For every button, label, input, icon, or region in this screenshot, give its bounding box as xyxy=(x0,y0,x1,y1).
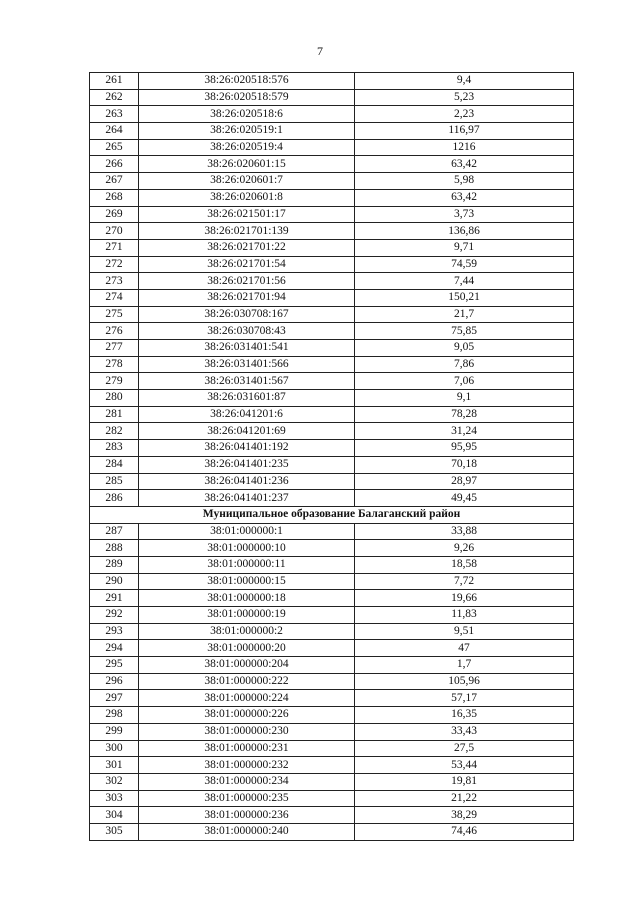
table-row xyxy=(90,189,574,206)
row-number-cell: 274 xyxy=(90,289,139,306)
table-row xyxy=(90,573,574,590)
cadastral-number-cell: 38:01:000000:15 xyxy=(139,573,355,590)
row-number-cell: 275 xyxy=(90,306,139,323)
row-number-cell: 262 xyxy=(90,89,139,106)
cadastral-number-cell: 38:26:021701:94 xyxy=(139,289,355,306)
row-number-cell: 281 xyxy=(90,406,139,423)
section-b-header xyxy=(90,506,574,523)
row-number-cell: 285 xyxy=(90,473,139,490)
area-value-cell: 9,1 xyxy=(355,390,574,407)
cadastral-number-cell: 38:26:041201:6 xyxy=(139,406,355,423)
cadastral-number-cell: 38:01:000000:204 xyxy=(139,657,355,674)
table-row xyxy=(90,173,574,190)
table-row xyxy=(90,440,574,457)
area-value-cell: 33,88 xyxy=(355,523,574,540)
cadastral-number-cell: 38:26:021701:54 xyxy=(139,256,355,273)
table-row xyxy=(90,323,574,340)
cadastral-number-cell: 38:01:000000:2 xyxy=(139,623,355,640)
row-number-cell: 289 xyxy=(90,556,139,573)
row-number-cell: 298 xyxy=(90,707,139,724)
cadastral-number-cell: 38:01:000000:234 xyxy=(139,773,355,790)
section-a-body xyxy=(90,73,574,507)
table-row xyxy=(90,807,574,824)
area-value-cell: 28,97 xyxy=(355,473,574,490)
cadastral-number-cell: 38:01:000000:231 xyxy=(139,740,355,757)
row-number-cell: 261 xyxy=(90,73,139,90)
table-row xyxy=(90,490,574,507)
row-number-cell: 270 xyxy=(90,223,139,240)
cadastral-number-cell: 38:26:030708:43 xyxy=(139,323,355,340)
row-number-cell: 266 xyxy=(90,156,139,173)
table-row xyxy=(90,757,574,774)
table-row xyxy=(90,306,574,323)
area-value-cell: 9,26 xyxy=(355,540,574,557)
row-number-cell: 287 xyxy=(90,523,139,540)
area-value-cell: 3,73 xyxy=(355,206,574,223)
cadastral-number-cell: 38:26:020518:579 xyxy=(139,89,355,106)
row-number-cell: 280 xyxy=(90,390,139,407)
cadastral-number-cell: 38:01:000000:240 xyxy=(139,823,355,840)
cadastral-number-cell: 38:01:000000:226 xyxy=(139,707,355,724)
cadastral-number-cell: 38:01:000000:235 xyxy=(139,790,355,807)
row-number-cell: 282 xyxy=(90,423,139,440)
cadastral-number-cell: 38:26:031401:566 xyxy=(139,356,355,373)
section-title: Муниципальное образование Балаганский район xyxy=(90,506,574,523)
cadastral-number-cell: 38:01:000000:18 xyxy=(139,590,355,607)
area-value-cell: 9,05 xyxy=(355,340,574,357)
row-number-cell: 288 xyxy=(90,540,139,557)
cadastral-number-cell: 38:01:000000:232 xyxy=(139,757,355,774)
area-value-cell: 150,21 xyxy=(355,289,574,306)
cadastral-number-cell: 38:26:021501:17 xyxy=(139,206,355,223)
cadastral-number-cell: 38:01:000000:1 xyxy=(139,523,355,540)
area-value-cell: 74,59 xyxy=(355,256,574,273)
area-value-cell: 38,29 xyxy=(355,807,574,824)
table-row xyxy=(90,823,574,840)
area-value-cell: 33,43 xyxy=(355,723,574,740)
area-value-cell: 19,66 xyxy=(355,590,574,607)
cadastral-number-cell: 38:26:020519:4 xyxy=(139,139,355,156)
row-number-cell: 297 xyxy=(90,690,139,707)
row-number-cell: 300 xyxy=(90,740,139,757)
row-number-cell: 302 xyxy=(90,773,139,790)
area-value-cell: 47 xyxy=(355,640,574,657)
row-number-cell: 294 xyxy=(90,640,139,657)
cadastral-number-cell: 38:01:000000:11 xyxy=(139,556,355,573)
area-value-cell: 136,86 xyxy=(355,223,574,240)
row-number-cell: 273 xyxy=(90,273,139,290)
cadastral-number-cell: 38:26:041401:236 xyxy=(139,473,355,490)
row-number-cell: 268 xyxy=(90,189,139,206)
table-row xyxy=(90,273,574,290)
table-row xyxy=(90,540,574,557)
table-row xyxy=(90,556,574,573)
table-row xyxy=(90,707,574,724)
cadastral-number-cell: 38:26:030708:167 xyxy=(139,306,355,323)
row-number-cell: 277 xyxy=(90,340,139,357)
table-row xyxy=(90,89,574,106)
cadastral-number-cell: 38:26:020601:7 xyxy=(139,173,355,190)
row-number-cell: 269 xyxy=(90,206,139,223)
area-value-cell: 7,06 xyxy=(355,373,574,390)
table-row xyxy=(90,256,574,273)
area-value-cell: 16,35 xyxy=(355,707,574,724)
cadastral-number-cell: 38:26:031401:567 xyxy=(139,373,355,390)
area-value-cell: 63,42 xyxy=(355,156,574,173)
area-value-cell: 18,58 xyxy=(355,556,574,573)
cadastral-number-cell: 38:01:000000:236 xyxy=(139,807,355,824)
row-number-cell: 290 xyxy=(90,573,139,590)
area-value-cell: 19,81 xyxy=(355,773,574,790)
table-row xyxy=(90,139,574,156)
table-row xyxy=(90,623,574,640)
cadastral-number-cell: 38:01:000000:230 xyxy=(139,723,355,740)
area-value-cell: 53,44 xyxy=(355,757,574,774)
area-value-cell: 9,4 xyxy=(355,73,574,90)
cadastral-number-cell: 38:26:041201:69 xyxy=(139,423,355,440)
area-value-cell: 116,97 xyxy=(355,123,574,140)
table-row xyxy=(90,790,574,807)
table-row xyxy=(90,73,574,90)
land-plot-table xyxy=(89,72,574,841)
row-number-cell: 305 xyxy=(90,823,139,840)
table-row xyxy=(90,740,574,757)
cadastral-number-cell: 38:26:041401:237 xyxy=(139,490,355,507)
page-number: 7 xyxy=(317,44,323,58)
row-number-cell: 279 xyxy=(90,373,139,390)
table-row xyxy=(90,723,574,740)
row-number-cell: 271 xyxy=(90,239,139,256)
cadastral-number-cell: 38:01:000000:10 xyxy=(139,540,355,557)
table-row xyxy=(90,356,574,373)
table-row xyxy=(90,673,574,690)
area-value-cell: 78,28 xyxy=(355,406,574,423)
row-number-cell: 272 xyxy=(90,256,139,273)
cadastral-number-cell: 38:01:000000:19 xyxy=(139,607,355,624)
row-number-cell: 283 xyxy=(90,440,139,457)
row-number-cell: 295 xyxy=(90,657,139,674)
table-row xyxy=(90,423,574,440)
area-value-cell: 9,71 xyxy=(355,239,574,256)
table-row xyxy=(90,640,574,657)
cadastral-number-cell: 38:01:000000:224 xyxy=(139,690,355,707)
cadastral-number-cell: 38:01:000000:222 xyxy=(139,673,355,690)
table-row xyxy=(90,340,574,357)
table-row xyxy=(90,473,574,490)
row-number-cell: 303 xyxy=(90,790,139,807)
cadastral-number-cell: 38:26:020519:1 xyxy=(139,123,355,140)
cadastral-number-cell: 38:26:031401:541 xyxy=(139,340,355,357)
cadastral-number-cell: 38:26:020518:6 xyxy=(139,106,355,123)
area-value-cell: 7,44 xyxy=(355,273,574,290)
row-number-cell: 276 xyxy=(90,323,139,340)
area-value-cell: 63,42 xyxy=(355,189,574,206)
table-row xyxy=(90,106,574,123)
area-value-cell: 11,83 xyxy=(355,607,574,624)
row-number-cell: 264 xyxy=(90,123,139,140)
cadastral-number-cell: 38:26:020601:8 xyxy=(139,189,355,206)
cadastral-number-cell: 38:26:021701:139 xyxy=(139,223,355,240)
row-number-cell: 291 xyxy=(90,590,139,607)
area-value-cell: 7,72 xyxy=(355,573,574,590)
cadastral-number-cell: 38:26:041401:192 xyxy=(139,440,355,457)
area-value-cell: 105,96 xyxy=(355,673,574,690)
table-row xyxy=(90,206,574,223)
cadastral-number-cell: 38:26:021701:22 xyxy=(139,239,355,256)
area-value-cell: 95,95 xyxy=(355,440,574,457)
section-b-body xyxy=(90,523,574,840)
row-number-cell: 304 xyxy=(90,807,139,824)
cadastral-number-cell: 38:26:041401:235 xyxy=(139,456,355,473)
table-row xyxy=(90,773,574,790)
table-row xyxy=(90,607,574,624)
area-value-cell: 70,18 xyxy=(355,456,574,473)
area-value-cell: 21,22 xyxy=(355,790,574,807)
row-number-cell: 296 xyxy=(90,673,139,690)
row-number-cell: 284 xyxy=(90,456,139,473)
table-row xyxy=(90,373,574,390)
table-row xyxy=(90,156,574,173)
area-value-cell: 31,24 xyxy=(355,423,574,440)
area-value-cell: 5,23 xyxy=(355,89,574,106)
table-row xyxy=(90,223,574,240)
area-value-cell: 5,98 xyxy=(355,173,574,190)
table-row xyxy=(90,390,574,407)
area-value-cell: 9,51 xyxy=(355,623,574,640)
row-number-cell: 286 xyxy=(90,490,139,507)
row-number-cell: 263 xyxy=(90,106,139,123)
area-value-cell: 7,86 xyxy=(355,356,574,373)
table-row xyxy=(90,690,574,707)
row-number-cell: 293 xyxy=(90,623,139,640)
area-value-cell: 27,5 xyxy=(355,740,574,757)
cadastral-number-cell: 38:01:000000:20 xyxy=(139,640,355,657)
table-row xyxy=(90,239,574,256)
cadastral-number-cell: 38:26:031601:87 xyxy=(139,390,355,407)
area-value-cell: 1216 xyxy=(355,139,574,156)
row-number-cell: 301 xyxy=(90,757,139,774)
row-number-cell: 278 xyxy=(90,356,139,373)
table-row xyxy=(90,590,574,607)
cadastral-number-cell: 38:26:020518:576 xyxy=(139,73,355,90)
table-row xyxy=(90,456,574,473)
table-row xyxy=(90,123,574,140)
table-row xyxy=(90,289,574,306)
area-value-cell: 21,7 xyxy=(355,306,574,323)
cadastral-number-cell: 38:26:020601:15 xyxy=(139,156,355,173)
area-value-cell: 74,46 xyxy=(355,823,574,840)
row-number-cell: 265 xyxy=(90,139,139,156)
area-value-cell: 2,23 xyxy=(355,106,574,123)
table-row xyxy=(90,657,574,674)
row-number-cell: 299 xyxy=(90,723,139,740)
area-value-cell: 1,7 xyxy=(355,657,574,674)
area-value-cell: 75,85 xyxy=(355,323,574,340)
table-row xyxy=(90,523,574,540)
cadastral-number-cell: 38:26:021701:56 xyxy=(139,273,355,290)
table-row xyxy=(90,406,574,423)
section-title-row xyxy=(90,506,574,523)
row-number-cell: 292 xyxy=(90,607,139,624)
area-value-cell: 57,17 xyxy=(355,690,574,707)
row-number-cell: 267 xyxy=(90,173,139,190)
area-value-cell: 49,45 xyxy=(355,490,574,507)
